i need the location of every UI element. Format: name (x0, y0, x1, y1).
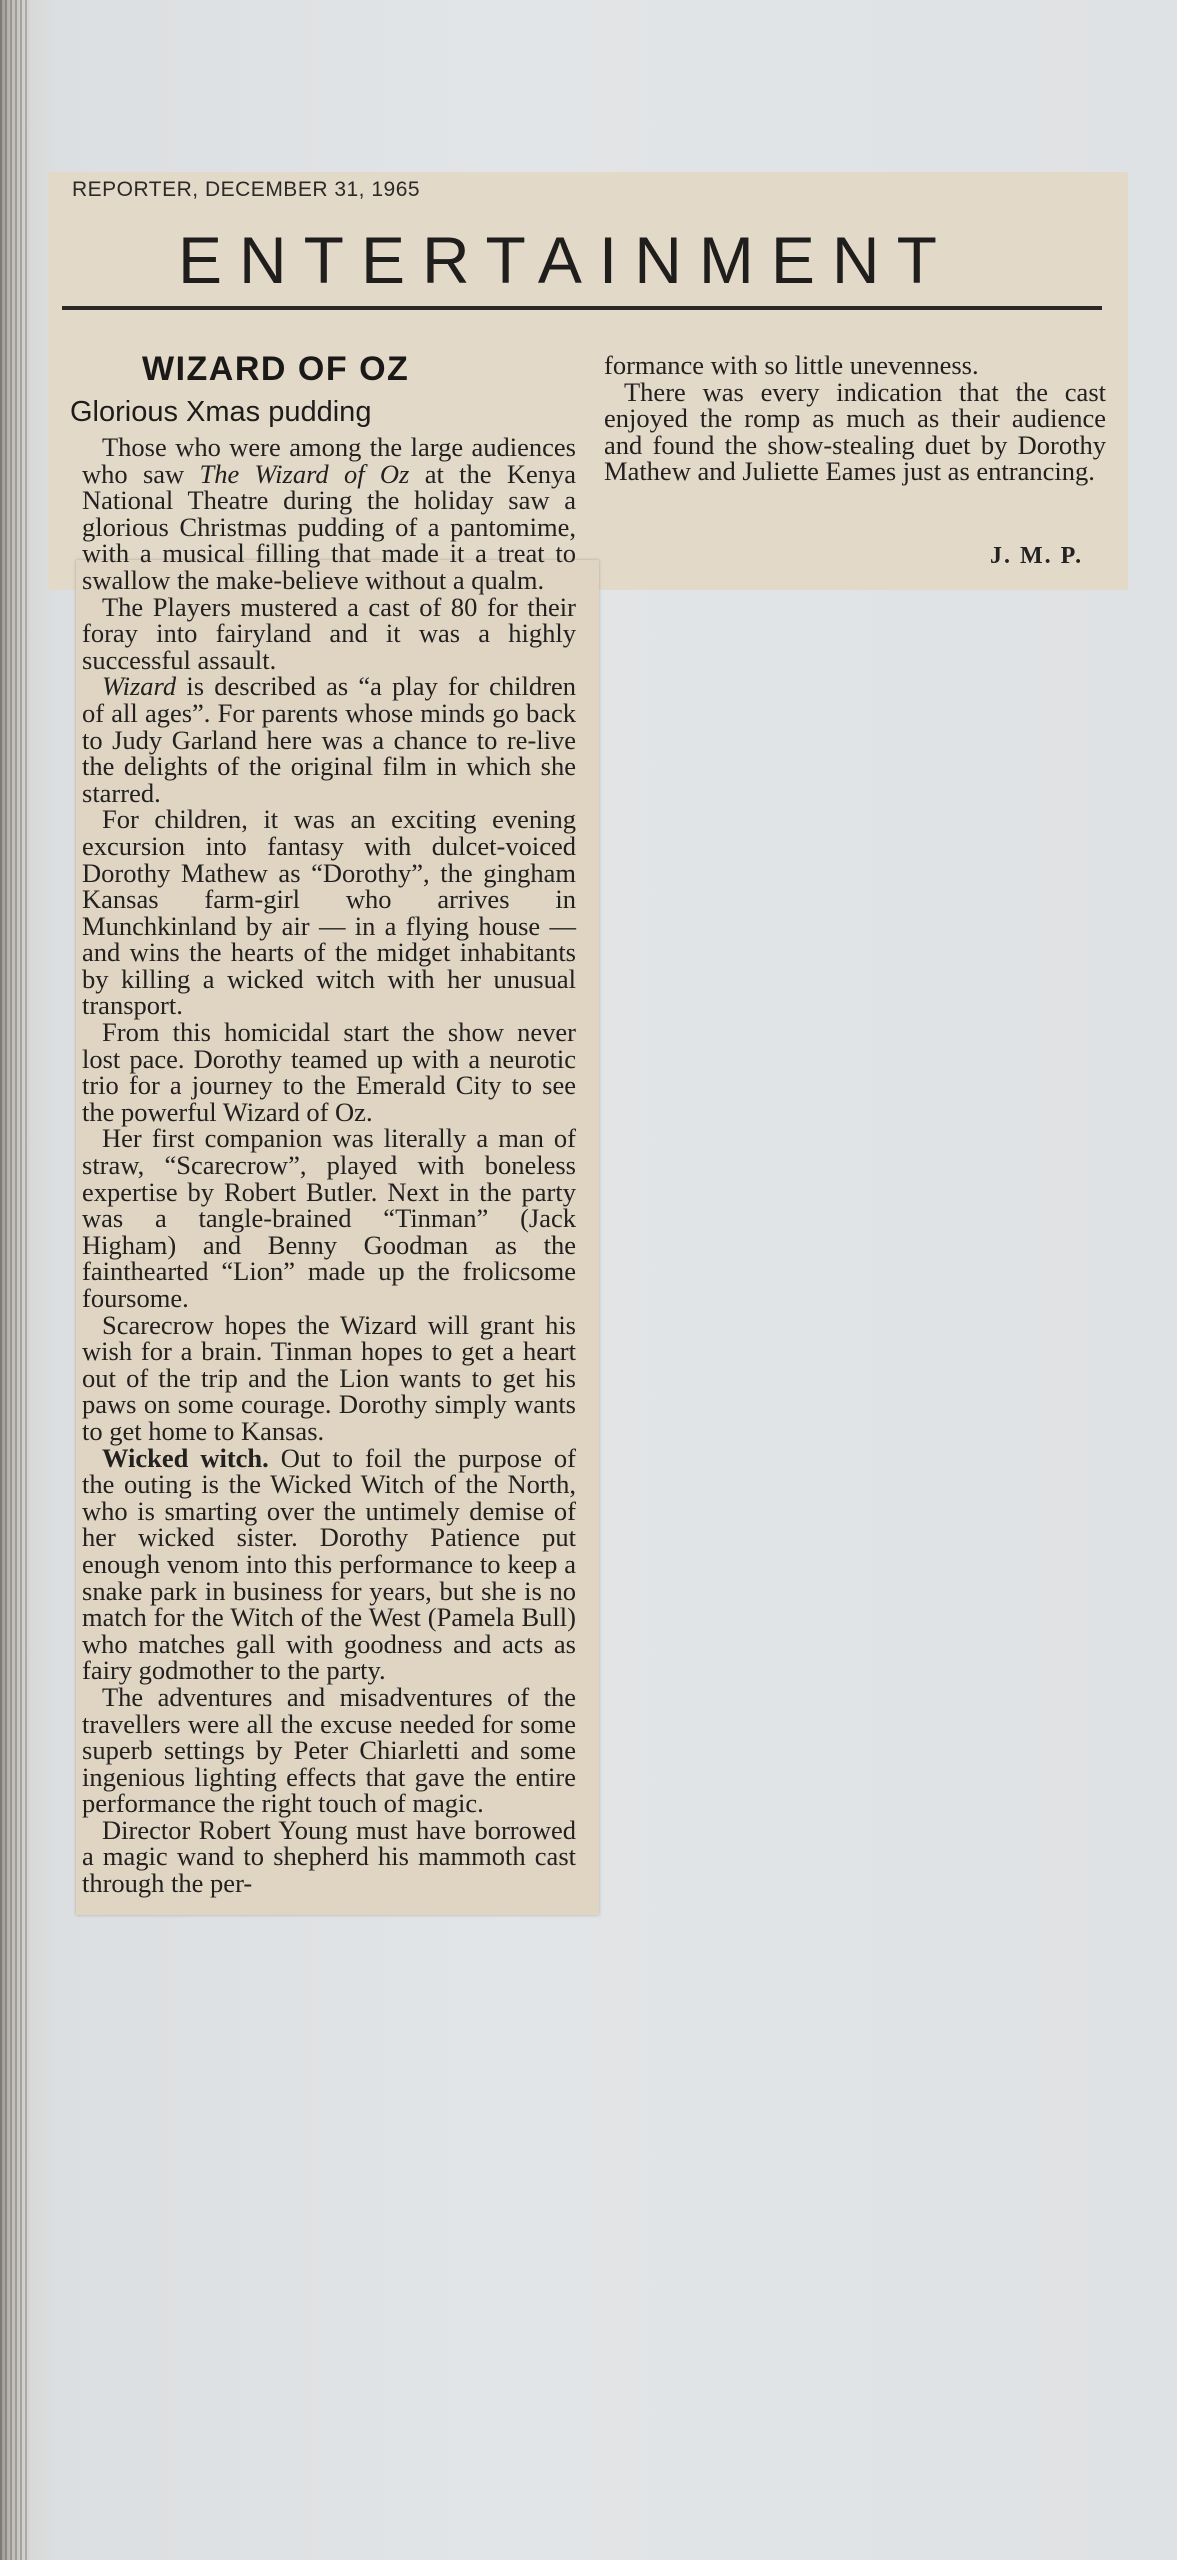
paragraph-7: Scarecrow hopes the Wizard will grant his wish for a brain. Tinman hopes to get a heart out of the trip and the Lion wants to get his paws on some courage. Dorothy simply wants to get home to Kansas. (82, 1309, 576, 1446)
section-rule (62, 306, 1102, 310)
section-title: ENTERTAINMENT (178, 223, 954, 297)
article-headline: WIZARD OF OZ (142, 350, 410, 388)
paragraph-9: The adventures and misadventures of the travellers were all the excuse needed for some superb settings by Peter Chiarletti and some ingenious lighting effects that gave the entire performance the right touch of magic. (82, 1681, 576, 1819)
paragraph-1: Those who were among the large audiences who saw The Wizard of Oz at the Kenya National Theatre during the holiday saw a glorious Christmas pudding of a pantomime, with a musical filling that made it a treat to swallow the make-believe without a qualm. (82, 432, 576, 595)
paragraph-4: For children, it was an exciting evening excursion into fantasy with dulcet-voiced Dorothy Mathew as “Dorothy”, the gingham Kansas farm-girl who arrives in Munchkinland by air — in a flying house — and wins the hearts of the midget inhabitants by killing a wicked witch with her unusual transport. (82, 804, 576, 1021)
paragraph-3: Wizard is described as “a play for children of all ages”. For parents whose minds go back to Judy Garland here was a chance to re-live the delights of the original film in which she starred. (82, 671, 576, 808)
article-column-left (82, 434, 576, 1897)
paragraph-8: Wicked witch. Out to foil the purpose of the outing is the Wicked Witch of the North, who is smarting over the untimely demise of her wicked sister. Dorothy Patience put enough venom into this performance to keep a snake park in business for years, but she is no match for the Witch of the West (Pamela Bull) who matches gall with goodness and acts as fairy godmother to the party. (82, 1442, 576, 1686)
paragraph-2: The Players mustered a cast of 80 for their foray into fairyland and it was a highly successful assault. (82, 591, 576, 675)
subheading-wicked-witch: Wicked witch. (102, 1442, 269, 1473)
paragraph-6: Her first companion was literally a man of straw, “Scarecrow”, played with boneless expertise by Robert Butler. Next in the party was a tangle-brained “Tinman” (Jack Higham) and Benny Goodman as the fainthearted “Lion” made up the frolicsome foursome. (82, 1123, 576, 1313)
paragraph-5: From this homicidal start the show never lost pace. Dorothy teamed up with a neurotic trio for a journey to the Emerald City to see the powerful Wizard of Oz. (82, 1017, 576, 1127)
article-subhead: Glorious Xmas pudding (70, 396, 372, 428)
byline: J. M. P. (990, 543, 1084, 569)
dateline: REPORTER, DECEMBER 31, 1965 (72, 178, 421, 201)
paragraph-10: Director Robert Young must have borrowed a magic wand to shepherd his mammoth cast through the per- (82, 1814, 576, 1899)
article-column-right (604, 352, 1106, 485)
paragraph-11: There was every indication that the cast enjoyed the romp as much as their audience and found the show-stealing duet by Dorothy Mathew and Juliette Eames just as entrancing. (604, 376, 1106, 487)
paragraph-10-continued: formance with so little unevenness. (604, 350, 979, 380)
play-title: The Wizard of Oz (199, 458, 410, 489)
